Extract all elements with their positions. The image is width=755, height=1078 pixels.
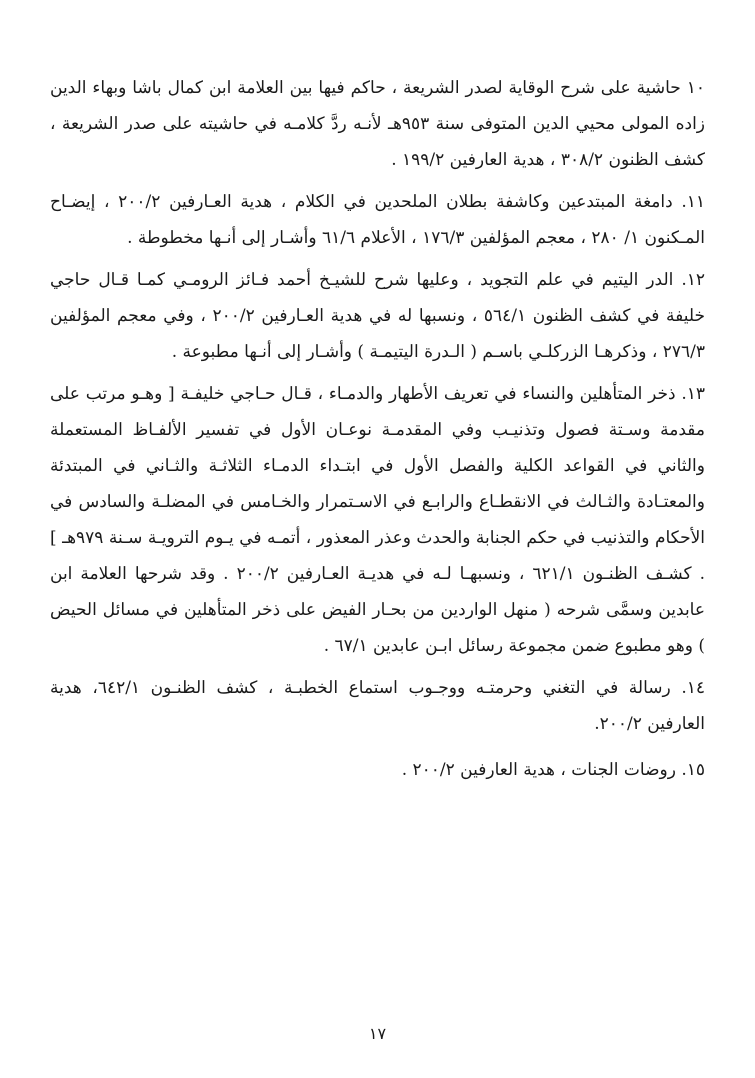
page-number: ١٧ bbox=[368, 1024, 387, 1043]
entry-14: ١٤. رسالة في التغني وحرمتـه ووجـوب استماع الخطبـة ، كشف الظنـون ٦٤٢/١، هدية العارفين ٢٠٠/٢. bbox=[50, 678, 705, 734]
entry-11: ١١. دامغة المبتدعين وكاشفة بطلان الملحدين في الكلام ، هدية العـارفين ٢٠٠/٢ ، إيضـاح المـكنون ١/ ٢٨٠ ، معجم المؤلفين ١٧٦/٣ ، الأعلام ٦١/٦ وأشـار إلى أنـها مخطوطة . bbox=[50, 192, 705, 248]
page-body bbox=[50, 70, 705, 794]
entry-12: ١٢. الدر اليتيم في علم التجويد ، وعليها شرح للشيـخ أحمد فـائز الرومـي كمـا قـال حاجي خليفة في كشف الظنون ٥٦٤/١ ، ونسبها له في هدية العـارفين ٢٠٠/٢ ، وفي معجم المؤلفين ٢٧٦/٣ ، وذكرهـا الزركلـي باسـم ( الـدرة اليتيمـة ) وأشـار إلى أنـها مطبوعة . bbox=[50, 270, 705, 362]
entry-10: ١٠ حاشية على شرح الوقاية لصدر الشريعة ، حاكم فيها بين العلامة ابن كمال باشا وبهاء الدين زاده المولى محيي الدين المتوفى سنة ٩٥٣هـ لأنـه ردَّ كلامـه في حاشيته على صدر الشريعة ، كشف الظنون ٣٠٨/٢ ، هدية العارفين ١٩٩/٢ . bbox=[50, 78, 705, 170]
entry-15: ١٥. روضات الجنات ، هدية العارفين ٢٠٠/٢ . bbox=[401, 760, 705, 780]
entry-13: ١٣. ذخر المتأهلين والنساء في تعريف الأطهار والدمـاء ، قـال حـاجي خليفـة [ وهـو مرتب على مقدمة وسـتة فصول وتذنيـب وفي المقدمـة نوعـان الأول في تفسير الألفـاظ المستعملة والثاني في القواعد الكلية والفصل الأول في ابتـداء الدمـاء الثلاثـة والثـاني في المبتدئة والمعتـادة والثـالث في الانقطـاع والرابـع في الاسـتمرار والخـامس في المضلـة والسادس في الأحكام والتذنيب في حكم الجنابة والحدث وعذر المعذور ، أتمـه في يـوم الترويـة سـنة ٩٧٩هـ ] . كشـف الظنـون ٦٢١/١ ، ونسبهـا لـه في هديـة العـارفين ٢٠٠/٢ . وقد شرحها العلامة ابن عابدين وسمَّى شرحه ( منهل الواردين من بحـار الفيض على ذخر المتأهلين في مسائل الحيض ) وهو مطبوع ضمن مجموعة رسائل ابـن عابدين ٦٧/١ . bbox=[50, 384, 705, 656]
